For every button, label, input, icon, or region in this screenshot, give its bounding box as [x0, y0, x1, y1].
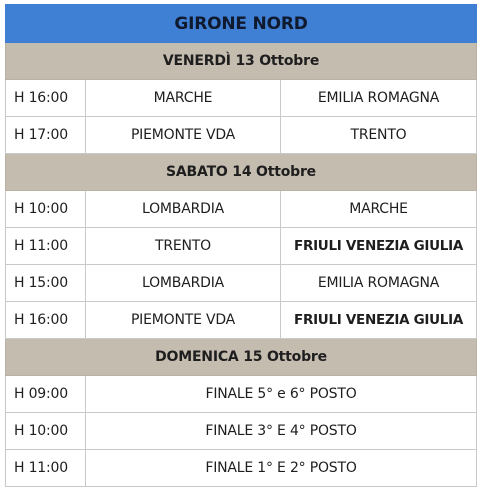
match-home-team: LOMBARDIA	[86, 265, 281, 302]
final-row	[6, 413, 477, 450]
final-label: FINALE 5° e 6° POSTO	[86, 376, 477, 413]
match-away-team: MARCHE	[281, 191, 477, 228]
final-time: H 09:00	[6, 376, 86, 413]
match-home-team: LOMBARDIA	[86, 191, 281, 228]
match-home-team: PIEMONTE VDA	[86, 117, 281, 154]
day-label: SABATO 14 Ottobre	[6, 154, 477, 191]
match-row	[6, 191, 477, 228]
final-row	[6, 376, 477, 413]
schedule-table	[5, 4, 477, 487]
match-time: H 16:00	[6, 80, 86, 117]
match-row	[6, 302, 477, 339]
match-away-team: EMILIA ROMAGNA	[281, 265, 477, 302]
final-label: FINALE 1° E 2° POSTO	[86, 450, 477, 487]
table-title: GIRONE NORD	[6, 5, 477, 43]
day-label: VENERDÌ 13 Ottobre	[6, 43, 477, 80]
day-header-sunday	[6, 339, 477, 376]
match-home-team: TRENTO	[86, 228, 281, 265]
final-label: FINALE 3° E 4° POSTO	[86, 413, 477, 450]
match-row	[6, 228, 477, 265]
match-away-team: FRIULI VENEZIA GIULIA	[281, 302, 477, 339]
match-row	[6, 117, 477, 154]
day-header-saturday	[6, 154, 477, 191]
match-time: H 10:00	[6, 191, 86, 228]
match-away-team: FRIULI VENEZIA GIULIA	[281, 228, 477, 265]
match-away-team: EMILIA ROMAGNA	[281, 80, 477, 117]
match-home-team: PIEMONTE VDA	[86, 302, 281, 339]
day-header-friday	[6, 43, 477, 80]
match-row	[6, 80, 477, 117]
match-row	[6, 265, 477, 302]
final-row	[6, 450, 477, 487]
final-time: H 11:00	[6, 450, 86, 487]
title-row	[6, 5, 477, 43]
match-time: H 11:00	[6, 228, 86, 265]
final-time: H 10:00	[6, 413, 86, 450]
match-time: H 17:00	[6, 117, 86, 154]
match-away-team: TRENTO	[281, 117, 477, 154]
day-label: DOMENICA 15 Ottobre	[6, 339, 477, 376]
match-home-team: MARCHE	[86, 80, 281, 117]
match-time: H 15:00	[6, 265, 86, 302]
match-time: H 16:00	[6, 302, 86, 339]
